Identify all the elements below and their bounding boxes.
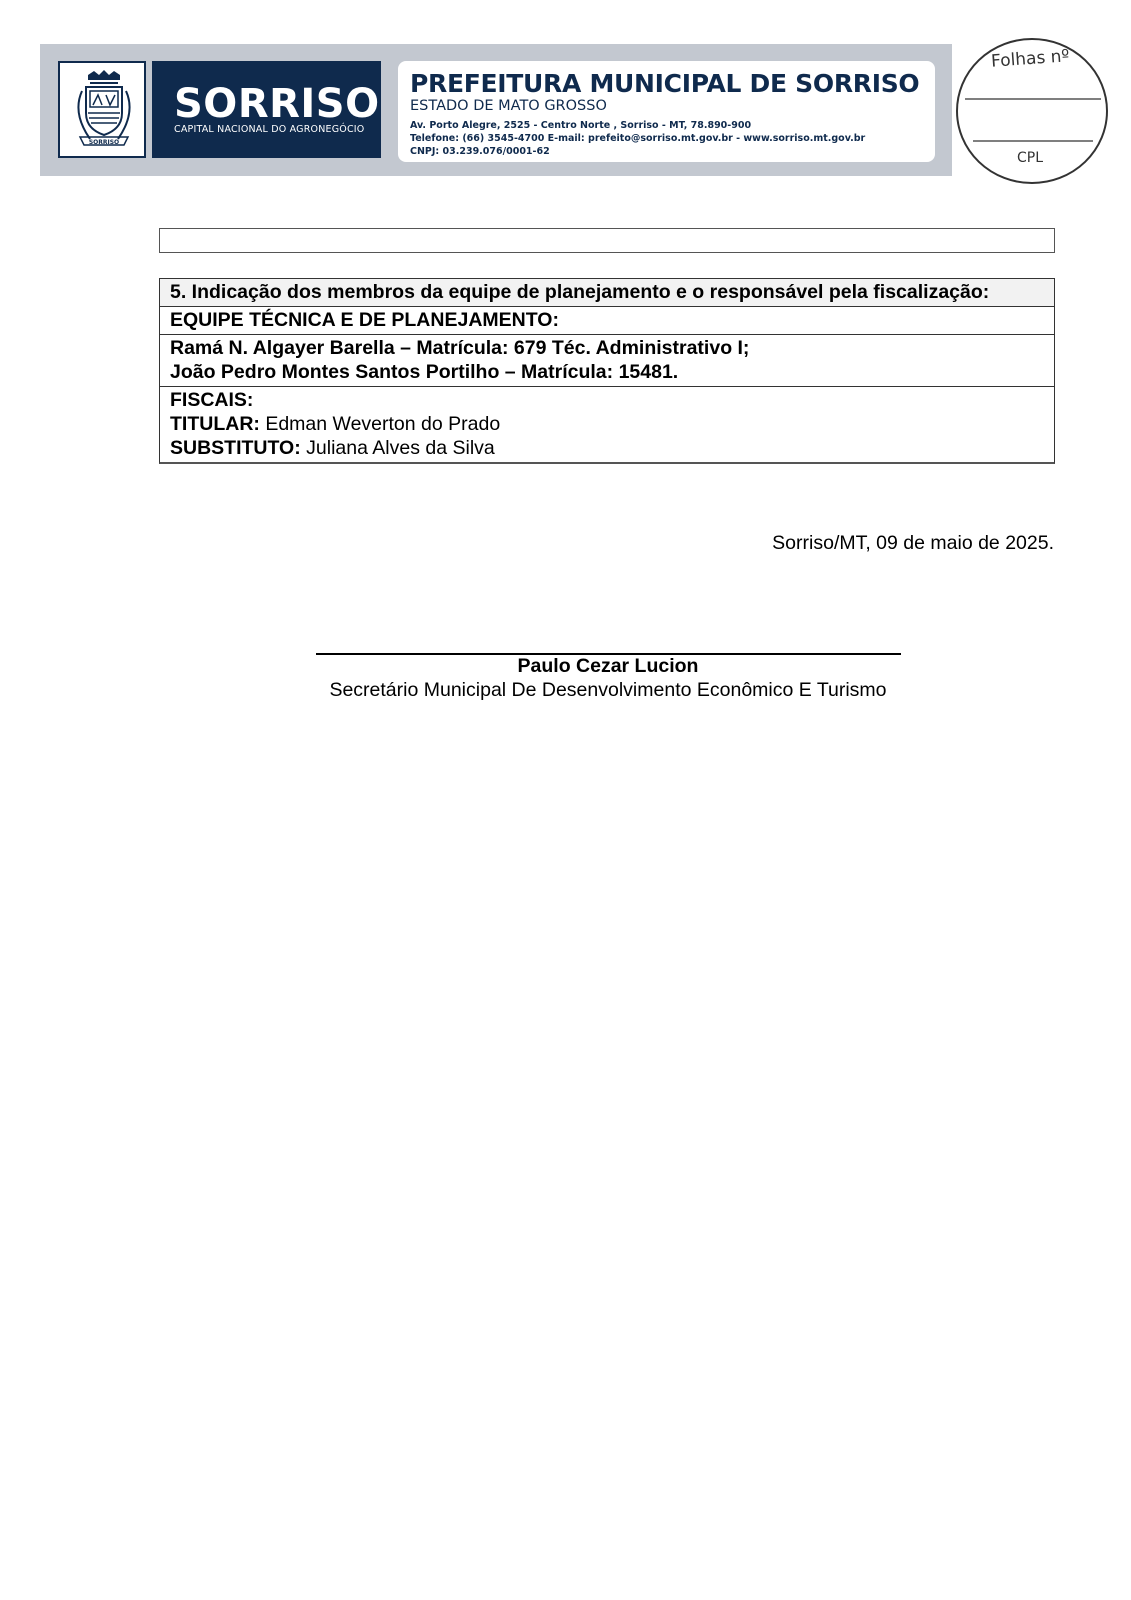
team-heading: EQUIPE TÉCNICA E DE PLANEJAMENTO: xyxy=(160,307,1054,335)
brand-name: SORRISO xyxy=(174,81,380,127)
titular-name: Edman Weverton do Prado xyxy=(259,413,501,435)
brand-block xyxy=(152,61,381,158)
stamp-folhas-label: Folhas nº xyxy=(990,46,1071,72)
folhas-stamp xyxy=(955,37,1109,185)
substituto-label: SUBSTITUTO: xyxy=(170,437,301,459)
team-member: João Pedro Montes Santos Portilho – Matrícula: 15481. xyxy=(170,361,679,383)
address-line: Av. Porto Alegre, 2525 - Centro Norte , Sorriso - MT, 78.890-900 xyxy=(410,120,752,131)
fiscais-heading: FISCAIS: xyxy=(170,389,254,411)
date-line: Sorriso/MT, 09 de maio de 2025. xyxy=(772,532,1054,554)
crest-ribbon-label: SORRISO xyxy=(88,139,120,146)
section-5-table xyxy=(159,278,1055,464)
letterhead xyxy=(40,44,952,176)
team-member: Ramá N. Algayer Barella – Matrícula: 679 Téc. Administrativo I; xyxy=(170,337,750,359)
substituto-line xyxy=(170,436,1044,460)
crest-icon xyxy=(68,69,140,153)
section-heading: 5. Indicação dos membros da equipe de planejamento e o responsável pela fiscalização: xyxy=(160,279,1054,307)
stamp-cpl-label: CPL xyxy=(1017,150,1044,166)
signatory-name: Paulo Cezar Lucion xyxy=(517,655,699,677)
cnpj-line: CNPJ: 03.239.076/0001-62 xyxy=(410,146,550,157)
fiscais-block xyxy=(160,387,1054,462)
titular-line xyxy=(170,412,1044,436)
municipal-crest xyxy=(58,61,146,158)
signatory-role: Secretário Municipal De Desenvolvimento Econômico E Turismo xyxy=(329,679,887,701)
contact-line: Telefone: (66) 3545-4700 E-mail: prefeito@sorriso.mt.gov.br - www.sorriso.mt.gov.br xyxy=(410,133,866,144)
state-subtitle: ESTADO DE MATO GROSSO xyxy=(410,98,607,114)
municipality-title: PREFEITURA MUNICIPAL DE SORRISO xyxy=(410,69,920,98)
substituto-name: Juliana Alves da Silva xyxy=(300,437,495,459)
empty-field-box xyxy=(159,228,1055,253)
team-members xyxy=(160,335,1054,387)
contact-block xyxy=(398,61,935,162)
brand-tagline: CAPITAL NACIONAL DO AGRONEGÓCIO xyxy=(174,124,365,135)
titular-label: TITULAR: xyxy=(170,413,260,435)
